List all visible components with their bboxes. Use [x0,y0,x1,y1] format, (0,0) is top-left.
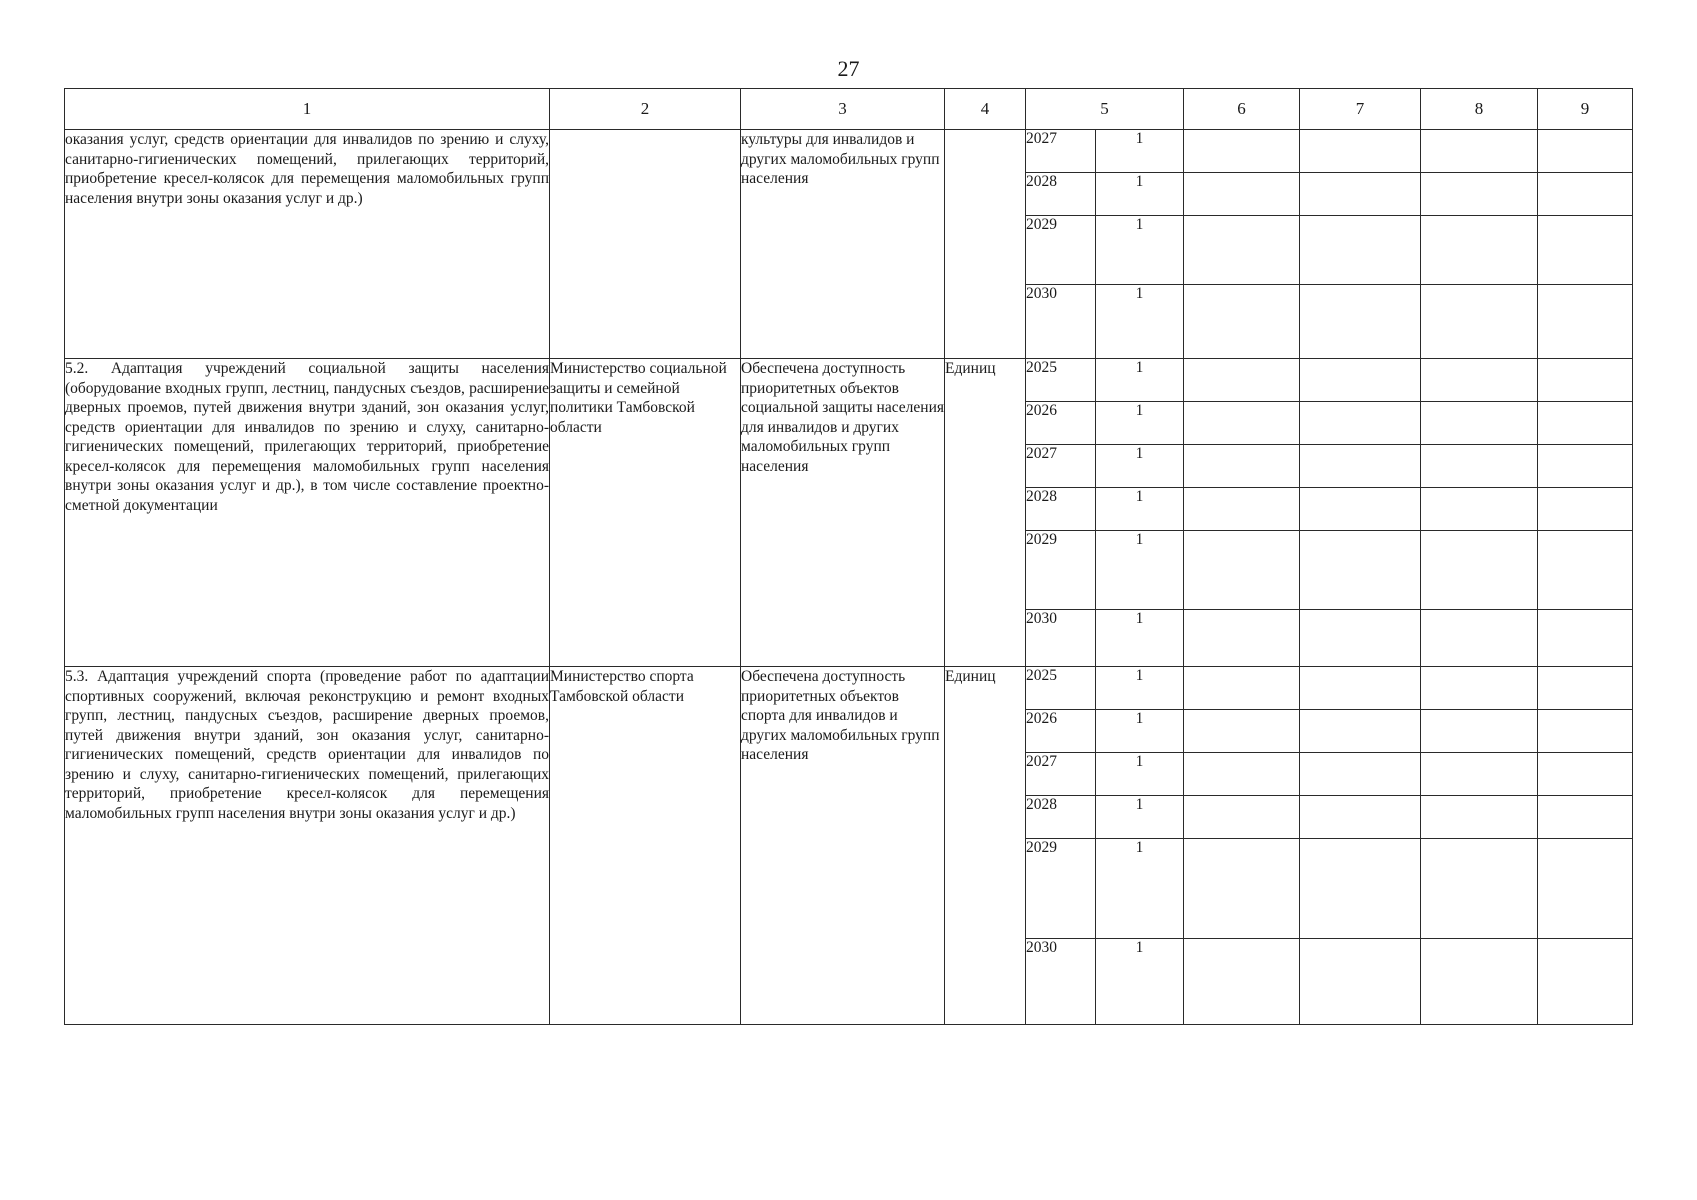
value-cell: 1 [1096,939,1184,1025]
empty-cell [1421,173,1538,216]
empty-cell [1538,402,1633,445]
empty-cell [1300,753,1421,796]
empty-cell [1538,531,1633,610]
header-cell-7: 7 [1300,89,1421,130]
header-cell-8: 8 [1421,89,1538,130]
empty-cell [1300,488,1421,531]
empty-cell [1184,173,1300,216]
empty-cell [1421,796,1538,839]
empty-cell [1184,710,1300,753]
empty-cell [1421,488,1538,531]
measure-unit: Единиц [945,359,1026,667]
measure-description: 5.3. Адаптация учреждений спорта (проведение работ по адаптации спортивных сооружений, включая реконструкцию и ремонт входных групп, лестниц, пандусных съездов, расширение дверных проемов, путей движения внутри зданий, зон оказания услуг, санитарно-гигиенических помещений, средств ориентации для инвалидов по зрению и слуху, санитарно-гигиенических помещений, прилегающих территорий, приобретение кресел-колясок для перемещения маломобильных групп населения внутри зоны оказания услуг и др.) [65,667,550,1025]
header-cell-3: 3 [741,89,945,130]
year-cell: 2028 [1026,796,1096,839]
empty-cell [1300,216,1421,285]
empty-cell [1538,488,1633,531]
empty-cell [1184,610,1300,667]
measure-result: Обеспечена доступность приоритетных объектов социальной защиты населения для инвалидов и других маломобильных групп населения [741,359,945,667]
year-cell: 2028 [1026,173,1096,216]
empty-cell [1538,285,1633,359]
year-cell: 2025 [1026,667,1096,710]
empty-cell [1538,610,1633,667]
header-cell-4: 4 [945,89,1026,130]
empty-cell [1421,285,1538,359]
value-cell: 1 [1096,488,1184,531]
header-cell-6: 6 [1184,89,1300,130]
year-cell: 2030 [1026,939,1096,1025]
empty-cell [1300,173,1421,216]
year-cell: 2029 [1026,839,1096,939]
year-cell: 2027 [1026,445,1096,488]
empty-cell [1538,667,1633,710]
empty-cell [1538,753,1633,796]
empty-cell [1300,939,1421,1025]
empty-cell [1421,667,1538,710]
empty-cell [1421,402,1538,445]
value-cell: 1 [1096,130,1184,173]
header-cell-1: 1 [65,89,550,130]
empty-cell [1184,445,1300,488]
table-row [65,130,1633,173]
empty-cell [1184,531,1300,610]
empty-cell [1538,939,1633,1025]
empty-cell [1184,839,1300,939]
empty-cell [1421,753,1538,796]
year-cell: 2030 [1026,610,1096,667]
value-cell: 1 [1096,216,1184,285]
year-cell: 2028 [1026,488,1096,531]
empty-cell [1421,359,1538,402]
empty-cell [1421,939,1538,1025]
page-number: 27 [837,56,860,81]
header-cell-9: 9 [1538,89,1633,130]
year-cell: 2030 [1026,285,1096,359]
empty-cell [1184,753,1300,796]
empty-cell [1538,359,1633,402]
empty-cell [1538,130,1633,173]
value-cell: 1 [1096,285,1184,359]
empty-cell [1421,216,1538,285]
empty-cell [1538,173,1633,216]
value-cell: 1 [1096,402,1184,445]
year-cell: 2027 [1026,753,1096,796]
value-cell: 1 [1096,710,1184,753]
empty-cell [1184,939,1300,1025]
year-cell: 2027 [1026,130,1096,173]
empty-cell [1300,610,1421,667]
empty-cell [1300,359,1421,402]
empty-cell [1184,488,1300,531]
empty-cell [1300,531,1421,610]
year-cell: 2029 [1026,216,1096,285]
empty-cell [1421,130,1538,173]
value-cell: 1 [1096,359,1184,402]
header-cell-2: 2 [550,89,741,130]
header-row [65,89,1633,130]
measure-result: культуры для инвалидов и других маломобильных групп населения [741,130,945,359]
year-cell: 2025 [1026,359,1096,402]
header-cell-5: 5 [1026,89,1184,130]
measure-executor [550,130,741,359]
table-row [65,667,1633,710]
empty-cell [1538,710,1633,753]
empty-cell [1421,531,1538,610]
measure-description: оказания услуг, средств ориентации для инвалидов по зрению и слуху, санитарно-гигиенических помещений, прилегающих территорий, приобретение кресел-колясок для перемещения маломобильных групп населения внутри зоны оказания услуг и др.) [65,130,550,359]
empty-cell [1184,667,1300,710]
year-cell: 2029 [1026,531,1096,610]
measure-result: Обеспечена доступность приоритетных объектов спорта для инвалидов и других маломобильных групп населения [741,667,945,1025]
value-cell: 1 [1096,610,1184,667]
empty-cell [1300,402,1421,445]
empty-cell [1184,402,1300,445]
empty-cell [1538,216,1633,285]
value-cell: 1 [1096,796,1184,839]
empty-cell [1300,667,1421,710]
empty-cell [1184,285,1300,359]
measure-executor: Министерство спорта Тамбовской области [550,667,741,1025]
empty-cell [1538,796,1633,839]
measure-unit: Единиц [945,667,1026,1025]
empty-cell [1300,710,1421,753]
value-cell: 1 [1096,445,1184,488]
measures-table [64,88,1633,1025]
value-cell: 1 [1096,839,1184,939]
empty-cell [1538,445,1633,488]
empty-cell [1300,839,1421,939]
empty-cell [1421,839,1538,939]
measure-unit [945,130,1026,359]
year-cell: 2026 [1026,710,1096,753]
empty-cell [1421,610,1538,667]
empty-cell [1300,130,1421,173]
empty-cell [1421,445,1538,488]
value-cell: 1 [1096,531,1184,610]
table-row [65,359,1633,402]
empty-cell [1300,285,1421,359]
measure-description: 5.2. Адаптация учреждений социальной защиты населения (оборудование входных групп, лестниц, пандусных съездов, расширение дверных проемов, путей движения внутри зданий, зон оказания услуг, средств ориентации для инвалидов по зрению и слуху, санитарно-гигиенических помещений, прилегающих территорий, приобретение кресел-колясок для перемещения маломобильных групп населения внутри зоны оказания услуг и др.), в том числе составление проектно-сметной документации [65,359,550,667]
measure-executor: Министерство социальной защиты и семейной политики Тамбовской области [550,359,741,667]
empty-cell [1184,796,1300,839]
empty-cell [1184,130,1300,173]
value-cell: 1 [1096,753,1184,796]
empty-cell [1184,216,1300,285]
value-cell: 1 [1096,173,1184,216]
empty-cell [1300,445,1421,488]
empty-cell [1538,839,1633,939]
value-cell: 1 [1096,667,1184,710]
empty-cell [1184,359,1300,402]
year-cell: 2026 [1026,402,1096,445]
empty-cell [1300,796,1421,839]
empty-cell [1421,710,1538,753]
